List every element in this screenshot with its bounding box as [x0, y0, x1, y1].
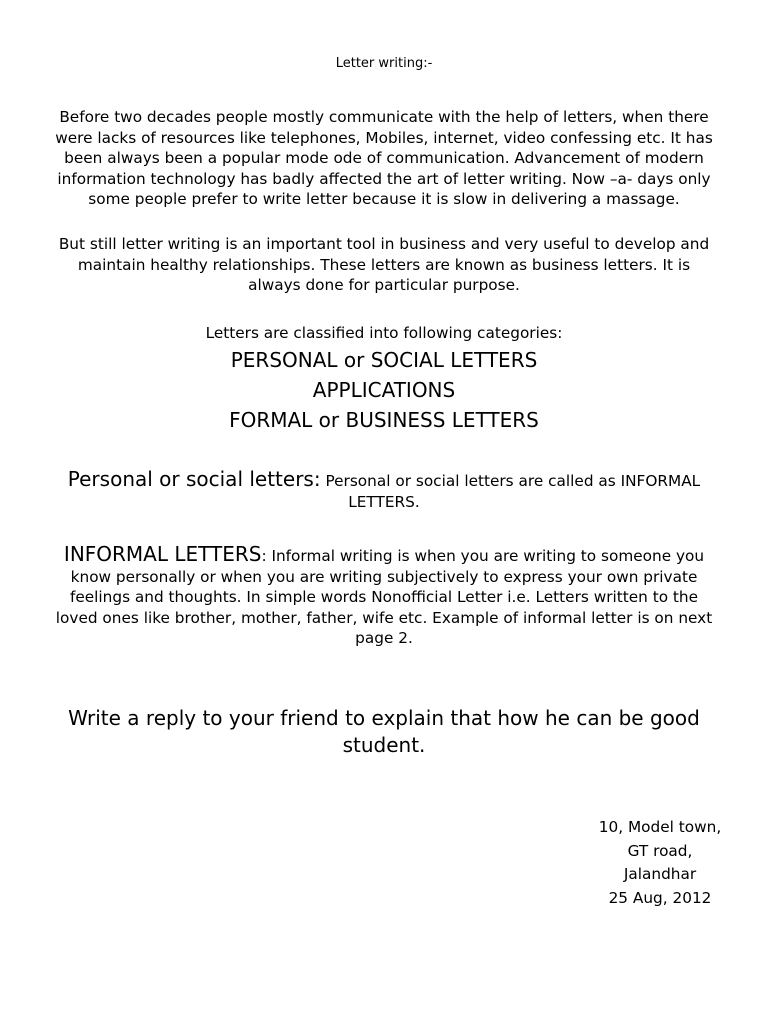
address-line: Jalandhar — [623, 865, 697, 883]
letter-date: 25 Aug, 2012 — [608, 888, 712, 907]
sender-address — [560, 816, 760, 910]
category-item: APPLICATIONS — [312, 378, 456, 402]
informal-letters-text: : Informal writing is when you are writing to someone you know personally or when you are writing subjectively to express your own private feelings and thoughts. In simple words Nonofficial Letter i.e. Letters written to the loved ones like brother, mother, father, wife etc. Example of informal letter is on next page 2. — [55, 547, 713, 647]
writing-task: Write a reply to your friend to explain that how he can be good student. — [68, 706, 700, 757]
informal-letters-definition — [50, 544, 718, 649]
address-line: GT road, — [627, 841, 693, 860]
categories-intro: Letters are classified into following categories: — [205, 324, 563, 342]
intro-paragraph: Before two decades people mostly communicate with the help of letters, when there were lacks of resources like telephones, Mobiles, internet, video confessing etc. It has been always been a popular mode ode of communication. Advancement of modern information technology has badly affected the art of letter writing. Now –a- days only some people prefer to write letter because it is slow in delivering a massage. — [55, 108, 713, 208]
business-letters-paragraph: But still letter writing is an important tool in business and very useful to develop and maintain healthy relationships. These letters are known as business letters. It is always done for particular purpose. — [58, 235, 710, 294]
address-line: 10, Model town, — [598, 818, 722, 836]
category-item: PERSONAL or SOCIAL LETTERS — [230, 348, 538, 372]
personal-letters-definition — [50, 469, 718, 512]
informal-letters-term: INFORMAL LETTERS — [63, 542, 262, 566]
document-title: Letter writing:- — [335, 56, 433, 71]
category-item: FORMAL or BUSINESS LETTERS — [229, 408, 539, 432]
personal-letters-text: Personal or social letters are called as INFORMAL LETTERS. — [320, 472, 701, 511]
personal-letters-term: Personal or social letters: — [67, 467, 321, 491]
